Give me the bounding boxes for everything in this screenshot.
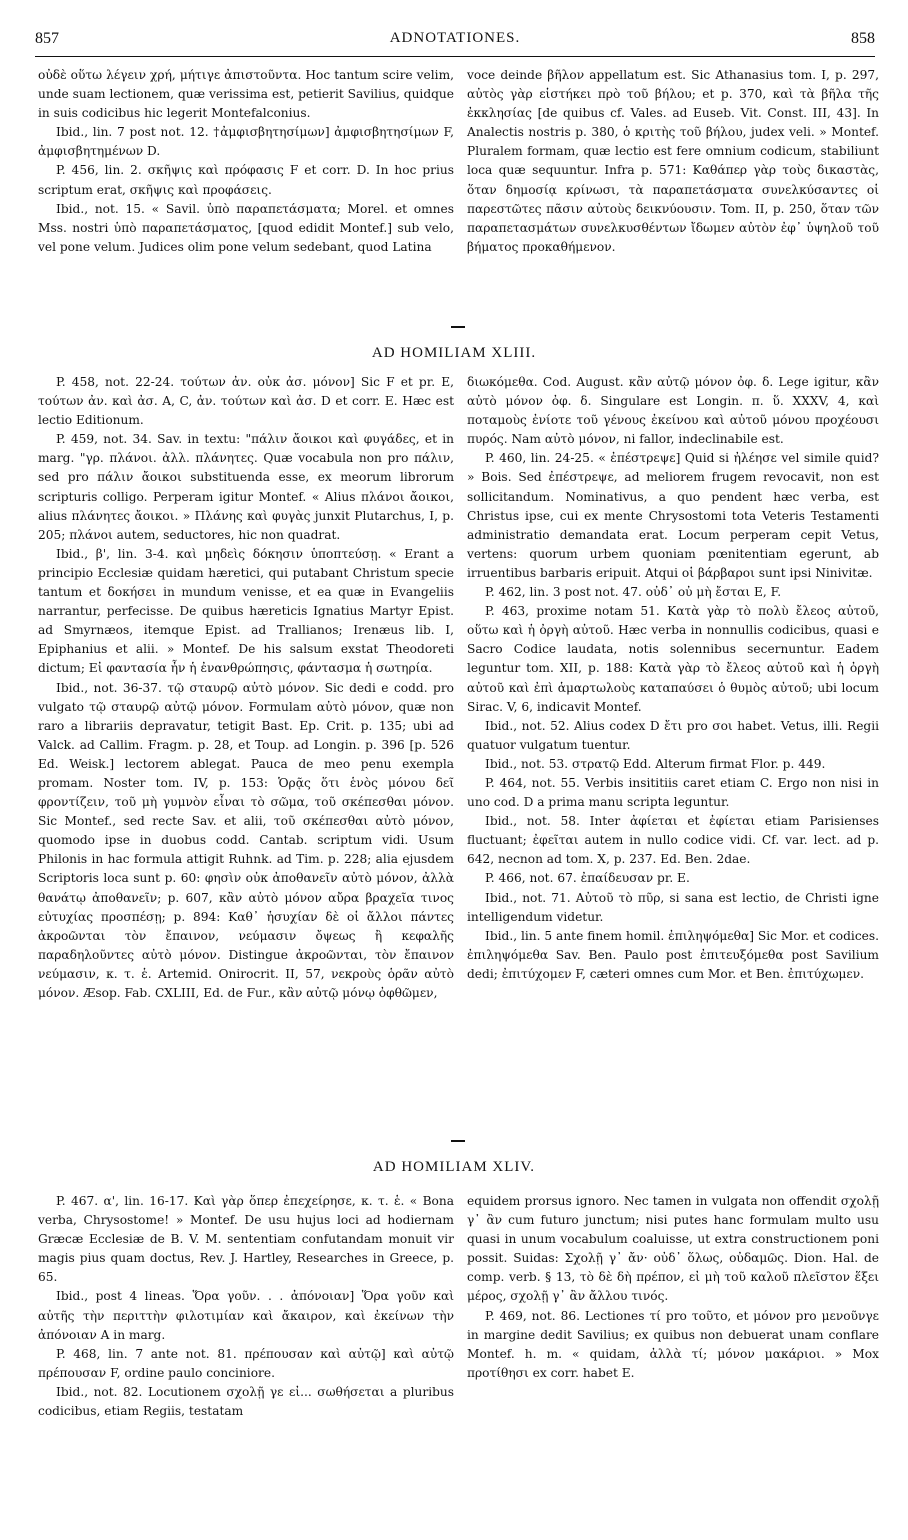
note-paragraph: P. 466, not. 67. ἐπαίδευσαν pr. E. [485,871,690,886]
note-paragraph: Ibid., not. 58. Inter ἀφίεται et ἐφίεται etiam Parisienses fluctuant; ἐφεῖται autem in nullo codice vidi. Cf. var. lect. ad p. 642, necnon ad tom. X, p. 237. Ed. Ben. 2dae. [467,814,879,867]
note-paragraph: equidem prorsus ignoro. Nec tamen in vulgata non offendit σχολῇ γ᾽ ἂν cum futuro junctum; nisi putes hanc formulam multo usu quasi in unum vocabulum coaluisse, ut extra constructionem poni possit. Suidas: Σχολῇ γ᾽ ἄν· οὐδ᾽ ὅλως, οὐδαμῶς. Dion. Hal. de comp. verb. § 13, τὸ δὲ δὴ πρέπον, εἰ μὴ τοῦ καλοῦ πλεῖστον ἕξει μέρος, σχολῇ γ᾽ ἂν ἄλλου τινός. [467,1194,879,1304]
note-paragraph: P. 468, lin. 7 ante not. 81. πρέπουσαν καὶ αὐτῷ] καὶ αὐτῷ πρέπουσαν F, ordine paulo conciniore. [38,1346,454,1380]
note-paragraph: Ibid., not. 15. « Savil. ὑπὸ παραπετάσματα; Morel. et omnes Mss. nostri ὑπὸ παραπετάσματος, [quod edidit Montef.] sub velo, vel pone velum. Judices olim pone velum sedebant, quod Latina [38,201,454,254]
section-0-left-column [38,66,454,257]
note-paragraph: P. 460, lin. 24-25. « ἐπέστρεψε] Quid si ἠλέησε vel simile quid? » Bois. Sed ἐπέστρεψε, ad meliorem frugem revocavit, non est sollicitandum. Nominativus, a quo pendent hæc verba, est Christus ipse, cui ex mente Chrysostomi tota Veteris Testamenti administratio demandata erat. Locum perperam cepit Vetus, vertens: quorum urbem quoniam pœnitentiam egerunt, ab irruentibus barbaris eripuit. Atqui οἱ βάρβαροι sunt ipsi Ninivitæ. [467,451,879,580]
section-0-right-column [467,66,879,257]
running-title: ADNOTATIONES. [389,30,521,46]
note-paragraph: Ibid., not. 71. Αὐτοῦ τὸ πῦρ, si sana est lectio, de Christi igne intelligendum videtur. [467,890,879,924]
page-number-right: 858 [851,30,875,47]
note-paragraph: Ibid., not. 53. στρατῷ Edd. Alterum firmat Flor. p. 449. [485,756,826,771]
header-rule [35,56,875,57]
page-number-left: 857 [35,30,59,47]
note-paragraph: voce deinde βῆλον appellatum est. Sic Athanasius tom. I, p. 297, αὐτὸς γὰρ εἱστήκει πρὸ τοῦ βήλου; et p. 370, καὶ τὰ βῆλα τῆς ἐκκλησίας [de quibus cf. Vales. ad Euseb. Vit. Const. III, 43]. In Analectis nostris p. 380, ὁ κριτὴς τοῦ βήλου, judex veli. » Montef. Pluralem formam, quæ lectio est fere omnium codicum, stabiliunt loca quæ sequuntur. Infra p. 571: Καθάπερ γὰρ τοὺς δικαστὰς, ὅταν δημοσίᾳ κρίνωσι, τὰ παραπετάσματα συνελκύσαντες οἱ παρεστῶτες πᾶσιν αὐτοὺς δεικνύουσιν. Tom. II, p. 250, ὅταν τῶν παραπετασμάτων συνελκυσθέντων ἴδωμεν αὐτὸν ἐφ᾽ ὑψηλοῦ τοῦ βήματος προκαθήμενον. [467,68,879,254]
note-paragraph: P. 464, not. 55. Verbis insititiis caret etiam C. Ergo non nisi in uno cod. D a prima manu scripta leguntur. [467,775,879,810]
section-heading: AD HOMILIAM XLIV. [372,1159,536,1175]
section-1-left-column [38,373,454,1003]
section-2-left-column [38,1192,454,1421]
note-paragraph: Ibid., not. 52. Alius codex D ἔτι pro σοι habet. Vetus, illi. Regii quatuor vulgatum tuentur. [467,718,879,752]
section-1-right-column [467,373,879,984]
note-paragraph: P. 469, not. 86. Lectiones τί pro τοῦτο, et μόνον pro μενοῦνγε in margine dedit Savilius; ex quibus non debuerat unam conflare Montef. h. m. « quidam, ἀλλὰ τί; μόνον μακάριοι. » Mox προτίθησι ex corr. habet E. [467,1308,879,1380]
note-paragraph: Ibid., β', lin. 3-4. καὶ μηδεὶς δόκησιν ὑποπτεύσῃ. « Erant a principio Ecclesiæ quidam hæretici, qui putabant Christum specie tantum et δοκήσει in mundum venisse, et ea quæ in Evangeliis narrantur, perfecisse. De quibus hæreticis Ignatius Martyr Epist. ad Smyrnæos, itemque Epist. ad Trallianos; Irenæus lib. I, Epiphanius et alii. » Montef. De his salsum exstat Theodoreti dictum; Εἰ φαντασία ἦν ἡ ἐνανθρώπησις, φάντασμα ἡ σωτηρία. [38,546,454,676]
note-paragraph: P. 463, proxime notam 51. Κατὰ γὰρ τὸ πολὺ ἔλεος αὐτοῦ, οὕτω καὶ ἡ ὀργὴ αὐτοῦ. Hæc verba in nonnullis codicibus, quasi e Sacro Codice laudata, notis solennibus secernuntur. Eadem leguntur tom. XII, p. 188: Κατὰ γὰρ τὸ ἔλεος αὐτοῦ καὶ ἡ ὀργὴ αὐτοῦ καὶ ἐπὶ ἁμαρτωλοὺς καταπαύσει ὁ θυμὸς αὐτοῦ; ubi locum Sirac. V, 6, indicavit Montef. [467,604,879,714]
note-paragraph: Ibid., post 4 lineas. Ὅρα γοῦν. . . ἀπόνοιαν] Ὅρα γοῦν καὶ αὐτῆς τὴν περιττὴν φιλοτιμίαν καὶ ἄκαιρον, καὶ ἐκείνων τὴν ἀπόνοιαν A in marg. [38,1289,454,1342]
note-paragraph: Ibid., not. 36-37. τῷ σταυρῷ αὐτὸ μόνον. Sic dedi e codd. pro vulgato τῷ σταυρῷ αὐτῷ μόνον. Formulam αὐτὸ μόνον, quæ non raro a librariis depravatur, tetigit Bast. Ep. Crit. p. 135; ubi ad Valck. ad Callim. Fragm. p. 28, et Toup. ad Longin. p. 396 [p. 526 Ed. Weisk.] lectorem ablegat. Pauca de meo penu exempla promam. Noster tom. IV, p. 153: Ὁρᾷς ὅτι ἑνὸς μόνου δεῖ φροντίζειν, τοῦ μὴ γυμνὸν εἶναι τὸ σῶμα, τοῦ σκέπεσθαι μόνον. Sic Montef., sed recte Sav. et alii, τοῦ σκέπεσθαι αὐτὸ μόνον, quomodo ipse in duobus codd. Cantab. scriptum vidi. Usum Philonis in hac formula attigit Ruhnk. ad Tim. p. 228; alia ejusdem Scriptoris loca sunt p. 60: φησὶν οὐκ ἀποθανεῖν αὐτὸ μόνον, ἀλλὰ θανάτῳ ἀποθανεῖν; p. 607, κἂν αὐτὸ μόνον αὔρα βραχεῖα τινος εὐτυχίας προσπέσῃ; p. 894: Καθ᾽ ἡσυχίαν δὲ οἱ ἄλλοι πάντες ἀκροῶνται τὸν ἔπαινον, νεύμασιν ὄψεως ἢ κεφαλῆς παραδηλοῦντες αὐτὸ μόνον. Distingue ἀκροῶνται, τὸν ἔπαινον νεύμασιν, κ. τ. ἑ. Artemid. Onirocrit. II, 57, νεκροὺς ὁρᾶν αὐτὸ μόνον. Æsop. Fab. CXLIII, Ed. de Fur., κἂν αὐτῷ μόνῳ ὀφθῶμεν, [38,680,454,1000]
section-2-right-column [467,1192,879,1383]
note-paragraph: Ibid., lin. 5 ante finem homil. ἐπιληψόμεθα] Sic Mor. et codices. ἐπιληψόμεθα Sav. Ben. Paulo post ἐπιτευξόμεθα post Savilium dedi; ἐπιτύχομεν F, cæteri omnes cum Mor. et Ben. ἐπιτύχωμεν. [467,928,879,981]
section-divider [451,1140,465,1142]
running-header [35,30,875,54]
note-paragraph: P. 458, not. 22-24. τούτων ἀν. οὐκ ἀσ. μόνον] Sic F et pr. E, τούτων ἀν. καὶ ἀσ. A, C, ἀν. τούτων καὶ ἀσ. D et corr. E. Hæc est lectio Editionum. [38,375,454,428]
note-paragraph: Ibid., lin. 7 post not. 12. †ἀμφισβητησίμων] ἀμφισβητησίμων F, ἀμφισβητημένων D. [38,125,454,159]
note-paragraph: P. 467. α', lin. 16-17. Καὶ γὰρ ὅπερ ἐπεχείρησε, κ. τ. ἑ. « Bona verba, Chrysostome! » Montef. De usu hujus loci ad hodiernam Græcæ Ecclesiæ de B. V. M. sententiam confutandam monuit vir magis pius quam doctus, Rev. J. Hartley, Researches in Greece, p. 65. [38,1194,454,1285]
note-paragraph: διωκόμεθα. Cod. August. κἂν αὐτῷ μόνον ὀφ. δ. Lege igitur, κἂν αὐτὸ μόνον ὀφ. δ. Singulare est Longin. π. ὕ. XXXV, 4, καὶ ποταμοὺς ἐνίοτε τοῦ γένους ἐκείνου καὶ αὐτοῦ μόνου προχέουσι πυρός. Nam αὐτὸ μόνον, ni fallor, indeclinabile est. [467,375,879,447]
note-paragraph: Ibid., not. 82. Locutionem σχολῇ γε εἰ... σωθήσεται a pluribus codicibus, etiam Regiis, testatam [38,1384,454,1419]
note-paragraph: P. 459, not. 34. Sav. in textu: "πάλιν ἄοικοι καὶ φυγάδες, et in marg. "γρ. πλάνοι. ἀλλ. πλάνητες. Quæ vocabula non pro πάλιν, sed pro πάλιν ἄοικοι substituenda esse, ex meorum librorum scripturis colligo. Perperam igitur Montef. « Alius πλάνοι ἄοικοι, alius πλάνητες ἄοικοι. » Πλάνης καὶ φυγὰς junxit Plutarchus, I, p. 205; πλάνοι autem, seductores, hic non quadrat. [38,432,454,542]
section-divider [451,326,465,328]
section-heading: AD HOMILIAM XLIII. [371,345,537,361]
note-paragraph: P. 456, lin. 2. σκῆψις καὶ πρόφασις F et corr. D. In hoc prius scriptum erat, σκῆψις καὶ προφάσεις. [38,163,454,197]
note-paragraph: οὐδὲ οὕτω λέγειν χρή, μήτιγε ἀπιστοῦντα. Hoc tantum scire velim, unde suam lectionem, quæ verissima est, petierit Savilius, quidque in suis codicibus hic legerit Montefalconius. [38,68,454,121]
note-paragraph: P. 462, lin. 3 post not. 47. οὐδ᾽ οὐ μὴ ἔσται E, F. [485,585,782,600]
